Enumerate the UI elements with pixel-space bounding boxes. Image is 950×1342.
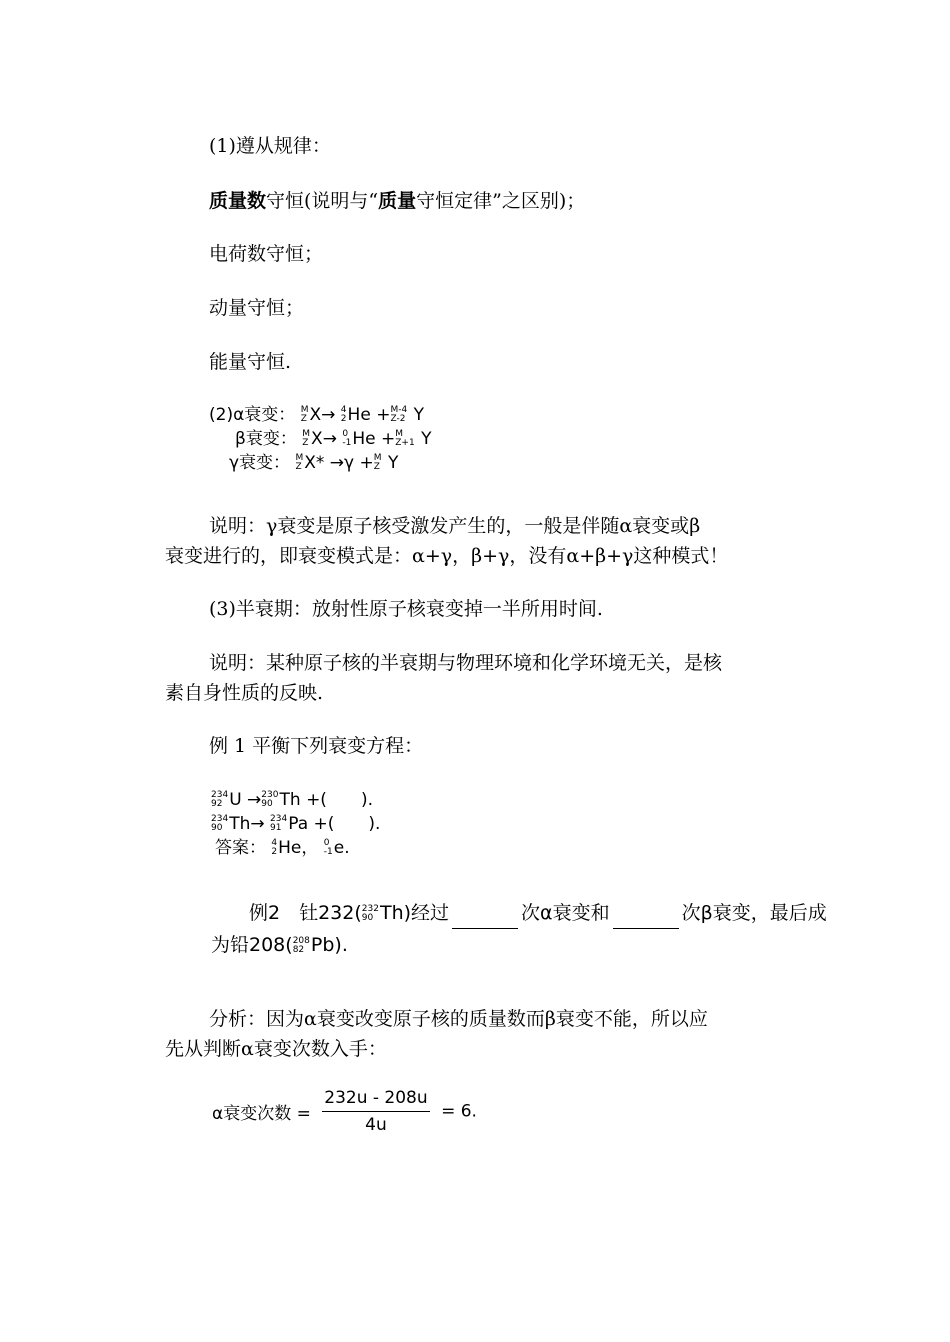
- analysis-line1: 分析：因为α衰变改变原子核的质量数而β衰变不能，所以应: [209, 1008, 708, 1030]
- charge-conservation: 电荷数守恒；: [209, 243, 324, 265]
- nuclide-scripts: M Z+1: [395, 429, 415, 448]
- nuclide-scripts: 4 2: [340, 405, 347, 424]
- energy-conservation: 能量守恒.: [209, 351, 292, 373]
- example2-line1: [211, 897, 827, 929]
- beta-decay-equation: [209, 427, 431, 451]
- gamma-decay-equation: [209, 451, 431, 475]
- half-life-note-line2: 素自身性质的反映.: [165, 682, 324, 704]
- formula-numerator: 232u - 208u: [322, 1088, 429, 1112]
- mass-bold: 质量: [378, 190, 417, 212]
- answer-blank: +( ).: [306, 790, 373, 810]
- nuclide-scripts: 232 90: [361, 903, 379, 923]
- gamma-note-line1: 说明：γ衰变是原子核受激发产生的，一般是伴随α衰变或β: [209, 515, 701, 537]
- answer-blank: +( ).: [313, 814, 381, 834]
- nuclide-th: Th: [379, 902, 404, 924]
- momentum-conservation: 动量守恒；: [209, 297, 305, 319]
- nuclide-scripts: M-4 Z-2: [390, 405, 408, 424]
- item-number: (2): [209, 405, 234, 425]
- arrow: →: [321, 405, 336, 425]
- nuclide-u: U: [229, 790, 242, 810]
- example2-text: 为铅208(: [211, 934, 293, 956]
- half-life-definition: (3)半衰期：放射性原子核衰变掉一半所用时间.: [209, 598, 603, 620]
- uranium-decay-equation: [211, 788, 380, 812]
- thorium-decay-equation: [211, 812, 380, 836]
- example2-text: 次α衰变和: [521, 902, 610, 924]
- formula-result: = 6.: [441, 1101, 477, 1122]
- nuclide-scripts: 0 -1: [323, 838, 333, 857]
- arrow: →: [250, 814, 265, 834]
- example2-prefix: 例2 钍232(: [249, 902, 362, 924]
- nuclide-scripts: M Z: [302, 429, 311, 448]
- mass-text-2: 守恒定律”之区别)；: [416, 190, 586, 212]
- nuclide-y: Y: [413, 405, 424, 425]
- decay-equations-figure: [209, 403, 431, 475]
- alpha-label: α衰变：: [233, 405, 296, 425]
- beta-count-blank: [613, 910, 679, 929]
- example2-text: 次β衰变，最后成: [681, 902, 827, 924]
- example2-text: )经过: [403, 902, 450, 924]
- arrow: →: [322, 429, 337, 449]
- nuclide-th: Th: [229, 814, 251, 834]
- nuclide-scripts: 234 91: [270, 814, 288, 833]
- nuclide-scripts: M Z: [373, 453, 382, 472]
- comma: ，: [301, 838, 319, 858]
- nuclide-he: He: [352, 429, 376, 449]
- plus: +: [380, 429, 396, 449]
- formula-fraction: [322, 1088, 429, 1135]
- example2-text: ).: [334, 934, 348, 956]
- example1-equations: [211, 788, 380, 860]
- electron: e.: [333, 838, 350, 858]
- alpha-count-formula: [212, 1088, 477, 1135]
- mass-number-bold: 质量数: [209, 190, 267, 212]
- nuclide-he: He: [347, 405, 371, 425]
- example1-heading: 例 1 平衡下列衰变方程：: [209, 735, 424, 757]
- example2-line2: [211, 929, 827, 961]
- mass-text-1: 守恒(说明与“: [266, 190, 379, 212]
- nuclide-scripts: 0 -1: [342, 429, 352, 448]
- nuclide-scripts: 4 2: [271, 838, 278, 857]
- nuclide-scripts: 234 92: [211, 790, 229, 809]
- arrow: →: [247, 790, 262, 810]
- example1-answer: [211, 836, 380, 860]
- plus: +: [359, 453, 374, 473]
- nuclide-pb: Pb: [310, 934, 335, 956]
- nuclide-pa: Pa: [288, 814, 309, 834]
- nuclide-scripts: 230 90: [261, 790, 279, 809]
- nuclide-y: Y: [421, 429, 432, 449]
- nuclide-y: Y: [387, 453, 399, 473]
- half-life-note-line1: 说明：某种原子核的半衰期与物理环境和化学环境无关，是核: [209, 652, 723, 674]
- formula-denominator: 4u: [365, 1115, 387, 1135]
- alpha-decay-equation: [209, 403, 431, 427]
- gamma-note-line2: 衰变进行的，即衰变模式是：α+γ，β+γ，没有α+β+γ这种模式！: [165, 545, 729, 567]
- nuclide-x: X: [311, 429, 323, 449]
- gamma-ray: γ: [344, 453, 355, 473]
- example2-problem: [211, 897, 827, 961]
- answer-label: 答案：: [215, 838, 266, 858]
- formula-label: α衰变次数 =: [212, 1104, 311, 1124]
- mass-number-conservation: [209, 190, 585, 212]
- nuclide-scripts: 208 82: [292, 935, 310, 955]
- nuclide-he: He: [278, 838, 302, 858]
- alpha-count-blank: [452, 910, 518, 929]
- arrow: →: [329, 453, 345, 473]
- plus: +: [376, 405, 391, 425]
- nuclide-scripts: 234 90: [211, 814, 229, 833]
- nuclide-scripts: M Z: [295, 453, 304, 472]
- analysis-line2: 先从判断α衰变次数入手：: [165, 1038, 387, 1060]
- nuclide-x-excited: X*: [304, 453, 325, 473]
- beta-label: β衰变：: [235, 429, 297, 449]
- nuclide-scripts: M Z: [300, 405, 309, 424]
- gamma-label: γ衰变：: [229, 453, 291, 473]
- nuclide-x: X: [309, 405, 322, 425]
- nuclide-th: Th: [279, 790, 301, 810]
- rule-heading: (1)遵从规律：: [209, 135, 331, 157]
